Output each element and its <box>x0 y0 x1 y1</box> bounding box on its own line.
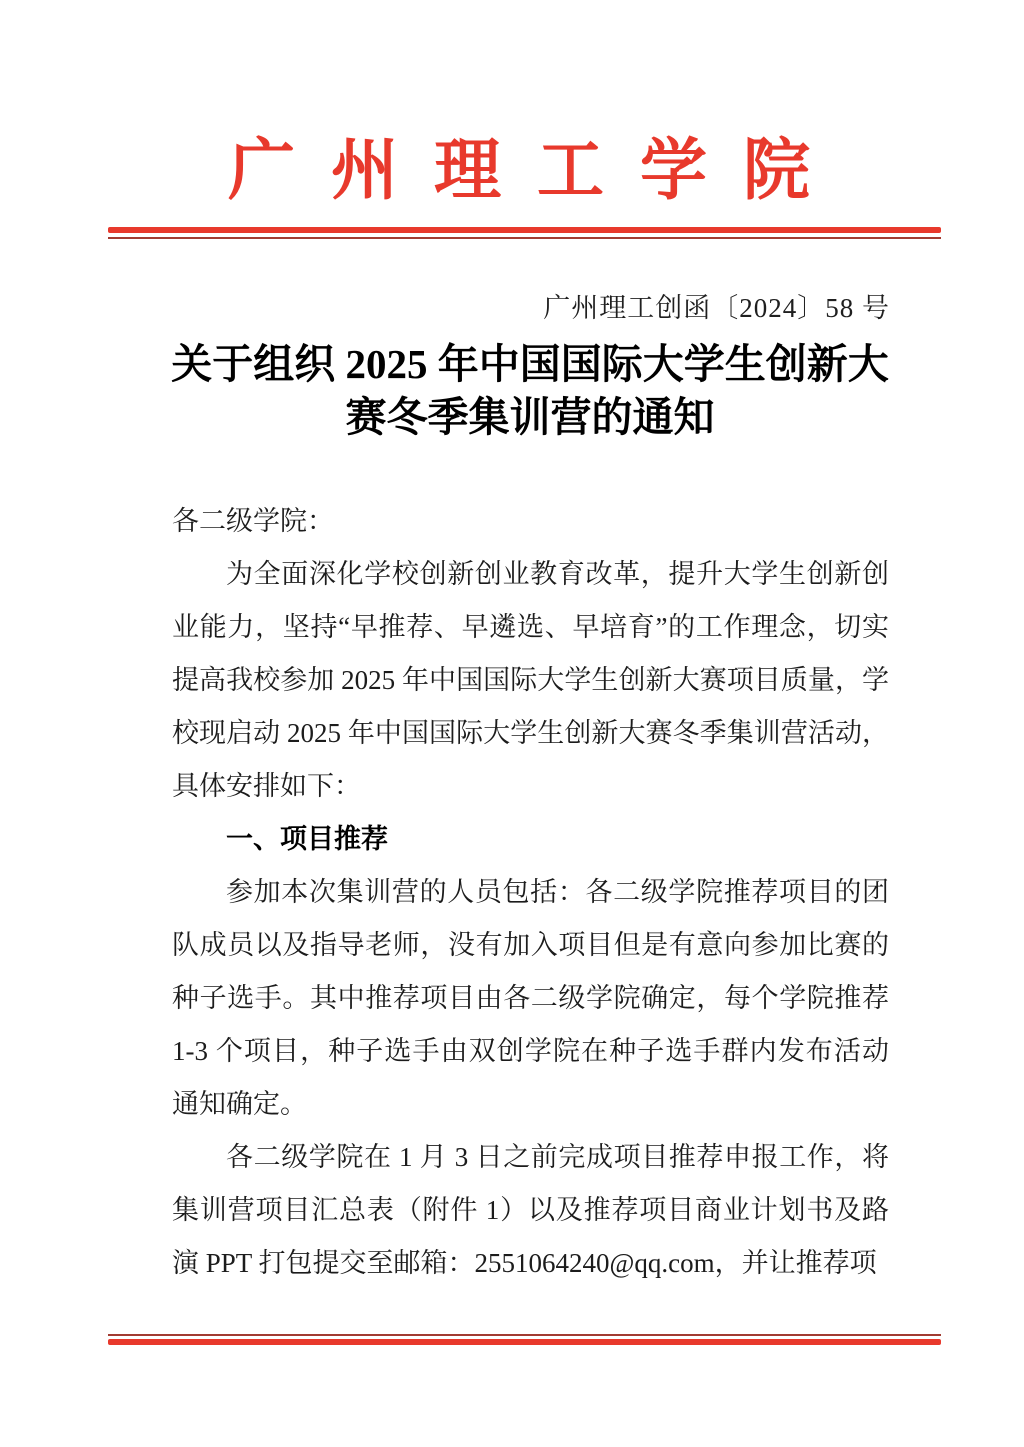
paragraph-intro: 为全面深化学校创新创业教育改革，提升大学生创新创业能力，坚持“早推荐、早遴选、早培育”的工作理念，切实提高我校参加 2025 年中国国际大学生创新大赛项目质量，学校现启动 2025 年中国国际大学生创新大赛冬季集训营活动，具体安排如下： <box>172 559 889 801</box>
document-title <box>150 338 910 444</box>
letterhead-rule-thin <box>108 237 941 239</box>
document-title-line2: 赛冬季集训营的通知 <box>345 394 715 440</box>
document-number: 广州理工创函〔2024〕58 号 <box>543 293 890 323</box>
paragraph-submission: 各二级学院在 1 月 3 日之前完成项目推荐申报工作，将集训营项目汇总表（附件 1）以及推荐项目商业计划书及路演 PPT 打包提交至邮箱：2551064240@qq.com，并让推荐项 <box>172 1142 889 1278</box>
document-body <box>172 495 889 1290</box>
footer-rule-thick <box>108 1339 941 1345</box>
paragraph-participants: 参加本次集训营的人员包括：各二级学院推荐项目的团队成员以及指导老师，没有加入项目但是有意向参加比赛的种子选手。其中推荐项目由各二级学院确定，每个学院推荐 1-3 个项目，种子选手由双创学院在种子选手群内发布活动通知确定。 <box>172 877 889 1119</box>
letterhead-rule-thick <box>108 227 941 233</box>
section-heading-project-recommendation: 一、项目推荐 <box>226 824 388 854</box>
institution-name: 广州理工学院 <box>228 134 846 208</box>
salutation: 各二级学院： <box>172 506 334 536</box>
document-title-line1: 关于组织 2025 年中国国际大学生创新大 <box>171 341 889 387</box>
footer-rule-thin <box>108 1334 941 1336</box>
